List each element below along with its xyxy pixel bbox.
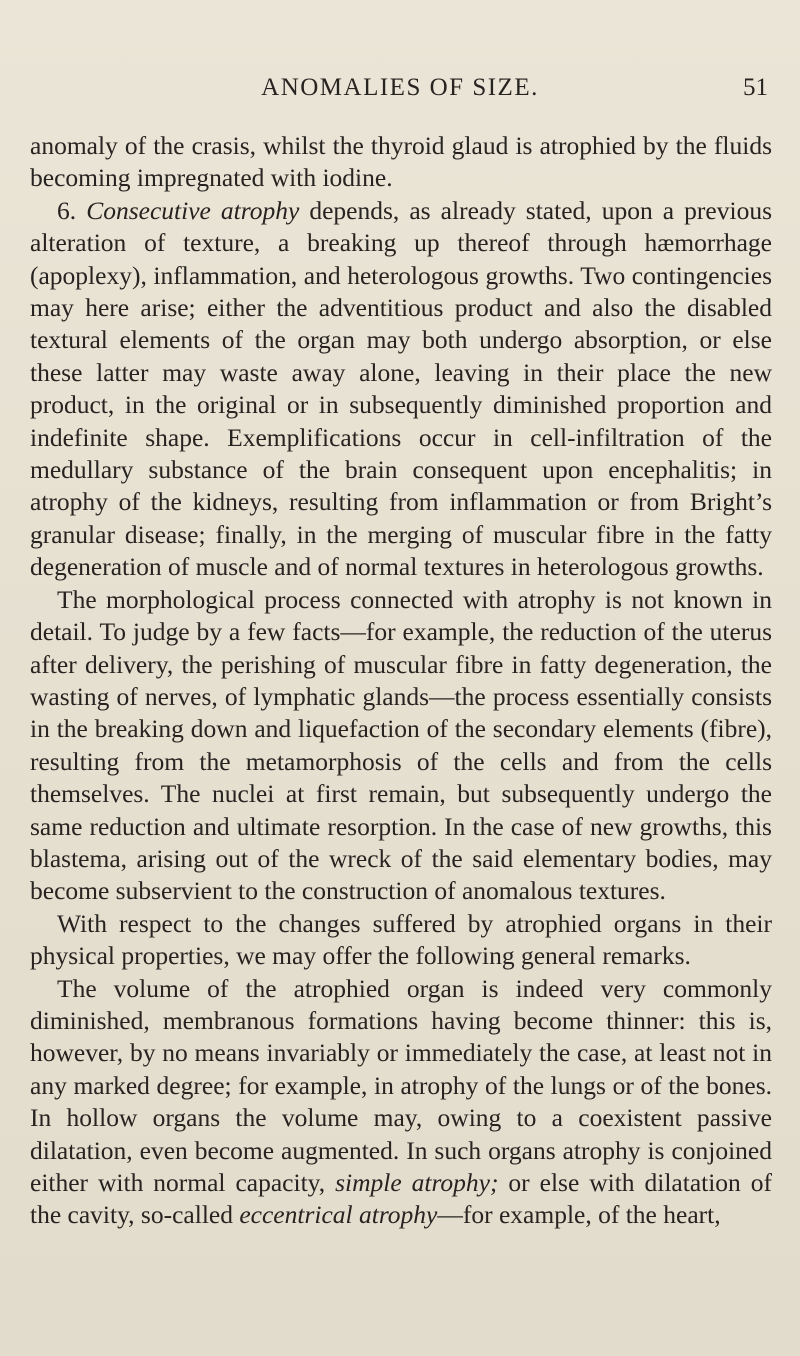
text-segment: The morphological process connected with atrophy is not known in detail. To judge by a few facts—for example, the reduction of the uterus after delivery, the perishing of muscular fibre in fatty degeneration, the wasting of nerves, of lymphatic glands—the process essentially consists in the breaking down and liquefaction of the secondary elements (fibre), resulting from the metamorphosis of the cells and from the cells themselves. The nuclei at first remain, but subsequently undergo the same reduction and ultimate resorption. In the case of new growths, this blastema, arising out of the wreck of the said elementary bodies, may become subservient to the construction of anomalous textures.	[30, 584, 772, 906]
text-segment: With respect to the changes suffered by atrophied organs in their physical properties, we may offer the following general remarks.	[30, 908, 772, 971]
paragraph	[30, 973, 772, 1232]
text-segment: The volume of the atrophied organ is indeed very commonly diminished, membranous formations having become thinner: this is, however, by no means invariably or immediately the case, at least not in any marked degree; for example, in atrophy of the lungs or of the bones. In hollow organs the volume may, owing to a coexistent passive dilatation, even become augmented. In such organs atrophy is conjoined either with normal capacity,	[30, 973, 772, 1197]
text-segment: or else with dilatation of the cavity, so-called	[30, 1168, 772, 1230]
text-segment: anomaly of the crasis, whilst the thyroid glaud is atrophied by the fluids becoming impregnated with iodine.	[30, 131, 772, 193]
running-title: ANOMALIES OF SIZE.	[261, 74, 539, 101]
italic-text: simple atrophy;	[335, 1168, 499, 1197]
paragraph	[30, 130, 772, 195]
paragraph	[30, 584, 772, 908]
italic-text: eccentrical atrophy	[239, 1200, 438, 1230]
italic-text: Consecutive atrophy	[86, 195, 300, 225]
text-segment: 6.	[57, 195, 87, 225]
paragraph	[30, 908, 772, 973]
page-number: 51	[743, 74, 768, 101]
paragraph	[30, 195, 772, 584]
body-text	[30, 130, 772, 1232]
text-segment: depends, as already stated, upon a previous alteration of texture, a breaking up thereof through hæmorrhage (apoplexy), inflammation, and heterologous growths. Two contingencies may here arise; either the adventitious product and also the disabled textural elements of the organ may both undergo absorption, or else these latter may waste away alone, leaving in their place the new product, in the original or in subsequently diminished proportion and indefinite shape. Exemplifications occur in cell-infiltration of the medullary substance of the brain consequent upon encephalitis; in atrophy of the kidneys, resulting from inflammation or from Bright’s granular disease; finally, in the merging of muscular fibre in the fatty degeneration of muscle and of normal textures in heterologous growths.	[30, 195, 772, 582]
text-segment: —for example, of the heart,	[437, 1200, 721, 1230]
running-head	[30, 74, 770, 108]
